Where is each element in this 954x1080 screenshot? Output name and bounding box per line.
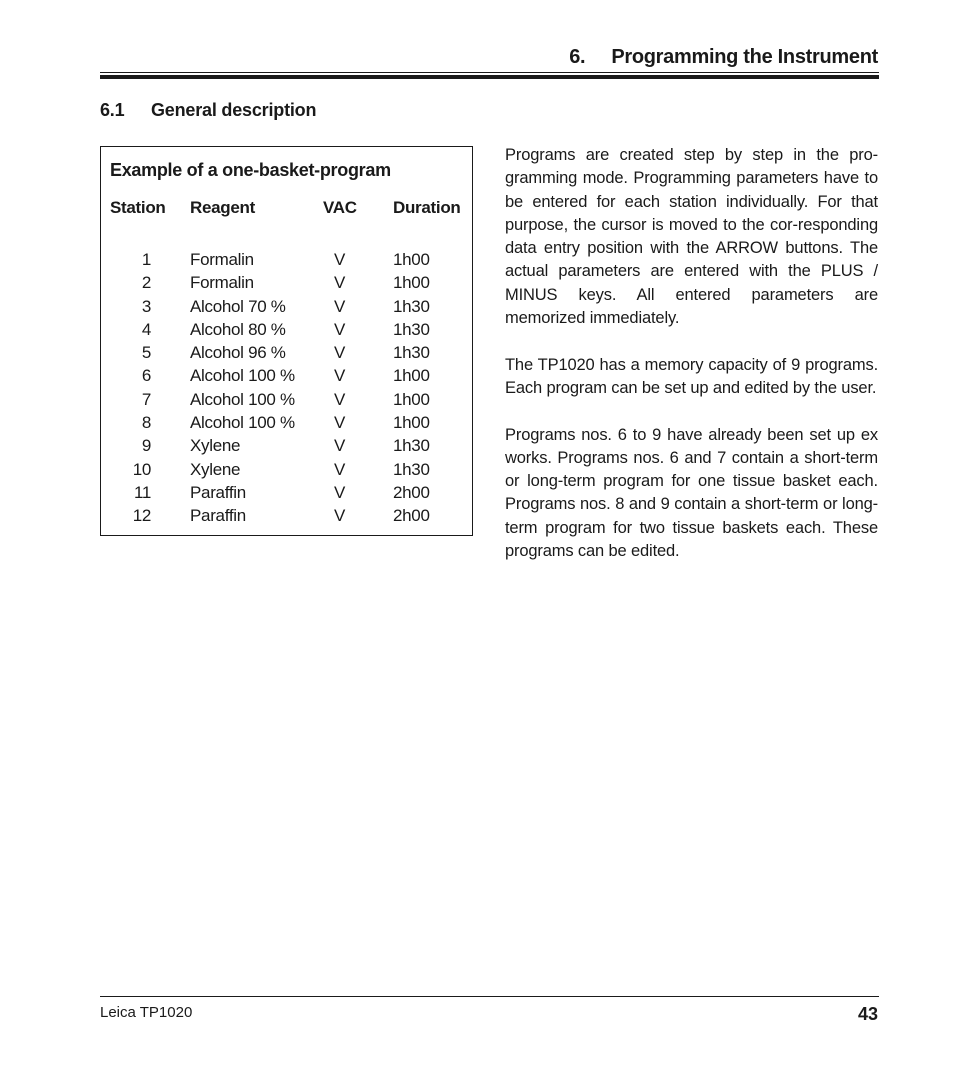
cell-reagent: Alcohol 80 % — [190, 319, 286, 339]
cell-duration: 1h00 — [393, 389, 430, 409]
cell-station: 5 — [141, 343, 151, 363]
cell-reagent: Alcohol 100 % — [190, 413, 295, 433]
cell-reagent: Alcohol 100 % — [190, 366, 295, 386]
cell-duration: 1h00 — [393, 273, 430, 293]
column-header-vac: VAC — [323, 198, 357, 217]
table-row — [101, 411, 472, 434]
cell-reagent: Xylene — [190, 436, 241, 456]
section-title: General description — [151, 100, 317, 120]
table-row — [101, 388, 472, 411]
table-row — [101, 271, 472, 294]
body-paragraph: The TP1020 has a memory capacity of 9 programs. Each program can be set up and edited by the user. — [505, 355, 878, 397]
cell-reagent: Formalin — [190, 273, 254, 293]
cell-reagent: Alcohol 70 % — [190, 296, 286, 316]
chapter-number: 6. — [569, 46, 586, 68]
body-paragraph: Programs are created step by step in the pro-gramming mode. Programming parameters have to be entered for each station individually. For that purpose, the cursor is moved to the cor-responding data entry position with the ARROW buttons. The actual parameters are entered with the PLUS / MINUS keys. All entered parameters are memorized immediately. — [505, 146, 878, 328]
cell-vac: V — [334, 366, 346, 386]
section-number: 6.1 — [100, 100, 125, 120]
example-program-table — [100, 146, 473, 536]
cell-vac: V — [334, 296, 346, 316]
table-row — [101, 364, 472, 387]
cell-station: 10 — [132, 459, 151, 479]
table-row — [101, 248, 472, 271]
cell-station: 2 — [141, 273, 151, 293]
cell-duration: 1h00 — [393, 413, 430, 433]
cell-reagent: Alcohol 96 % — [190, 343, 286, 363]
cell-station: 6 — [141, 366, 151, 386]
cell-station: 1 — [141, 250, 151, 269]
body-text — [505, 144, 878, 587]
cell-station: 4 — [141, 319, 151, 339]
cell-duration: 2h00 — [393, 506, 430, 526]
cell-reagent: Paraffin — [190, 506, 246, 526]
column-header-station: Station — [110, 198, 166, 217]
page-number: 43 — [857, 1004, 878, 1024]
cell-vac: V — [334, 273, 346, 293]
table-row — [101, 295, 472, 318]
cell-station: 3 — [141, 296, 151, 316]
table-row — [101, 318, 472, 341]
cell-vac: V — [334, 506, 346, 526]
table-row — [101, 504, 472, 527]
body-paragraph: Programs nos. 6 to 9 have already been set up ex works. Programs nos. 6 and 7 contain a short-term or long-term program for one tissue basket each. Programs nos. 8 and 9 contain a short-term or long-term program for two tissue baskets each. These programs can be edited. — [505, 425, 878, 561]
cell-station: 9 — [141, 436, 151, 456]
cell-reagent: Paraffin — [190, 482, 246, 502]
table-row — [101, 481, 472, 504]
column-header-reagent: Reagent — [190, 198, 255, 217]
column-header-duration: Duration — [393, 198, 461, 217]
cell-station: 11 — [133, 482, 151, 502]
cell-duration: 1h00 — [393, 250, 430, 269]
cell-reagent: Xylene — [190, 459, 241, 479]
chapter-title: Programming the Instrument — [611, 46, 878, 68]
table-body — [101, 248, 472, 528]
cell-station: 12 — [132, 506, 151, 526]
table-row — [101, 341, 472, 364]
cell-vac: V — [334, 250, 346, 269]
header-rule-thin — [100, 72, 879, 73]
cell-duration: 1h30 — [393, 296, 430, 316]
footer-rule — [100, 996, 879, 997]
cell-station: 8 — [141, 413, 151, 433]
table-row — [101, 434, 472, 457]
cell-station: 7 — [141, 389, 151, 409]
cell-duration: 1h30 — [393, 459, 430, 479]
cell-reagent: Alcohol 100 % — [190, 389, 295, 409]
cell-vac: V — [334, 389, 346, 409]
cell-vac: V — [334, 482, 346, 502]
cell-duration: 1h30 — [393, 436, 430, 456]
chapter-heading — [569, 46, 878, 69]
cell-duration: 1h30 — [393, 319, 430, 339]
header-rule-thick — [100, 75, 879, 79]
cell-duration: 1h30 — [393, 343, 430, 363]
cell-vac: V — [334, 436, 346, 456]
cell-duration: 2h00 — [393, 482, 430, 502]
table-row — [101, 458, 472, 481]
table-title: Example of a one-basket-program — [110, 160, 391, 180]
cell-vac: V — [334, 413, 346, 433]
cell-vac: V — [334, 319, 346, 339]
section-heading — [100, 100, 316, 121]
footer-product: Leica TP1020 — [100, 1004, 193, 1021]
cell-vac: V — [334, 343, 346, 363]
cell-reagent: Formalin — [190, 250, 254, 269]
cell-vac: V — [334, 459, 346, 479]
cell-duration: 1h00 — [393, 366, 430, 386]
